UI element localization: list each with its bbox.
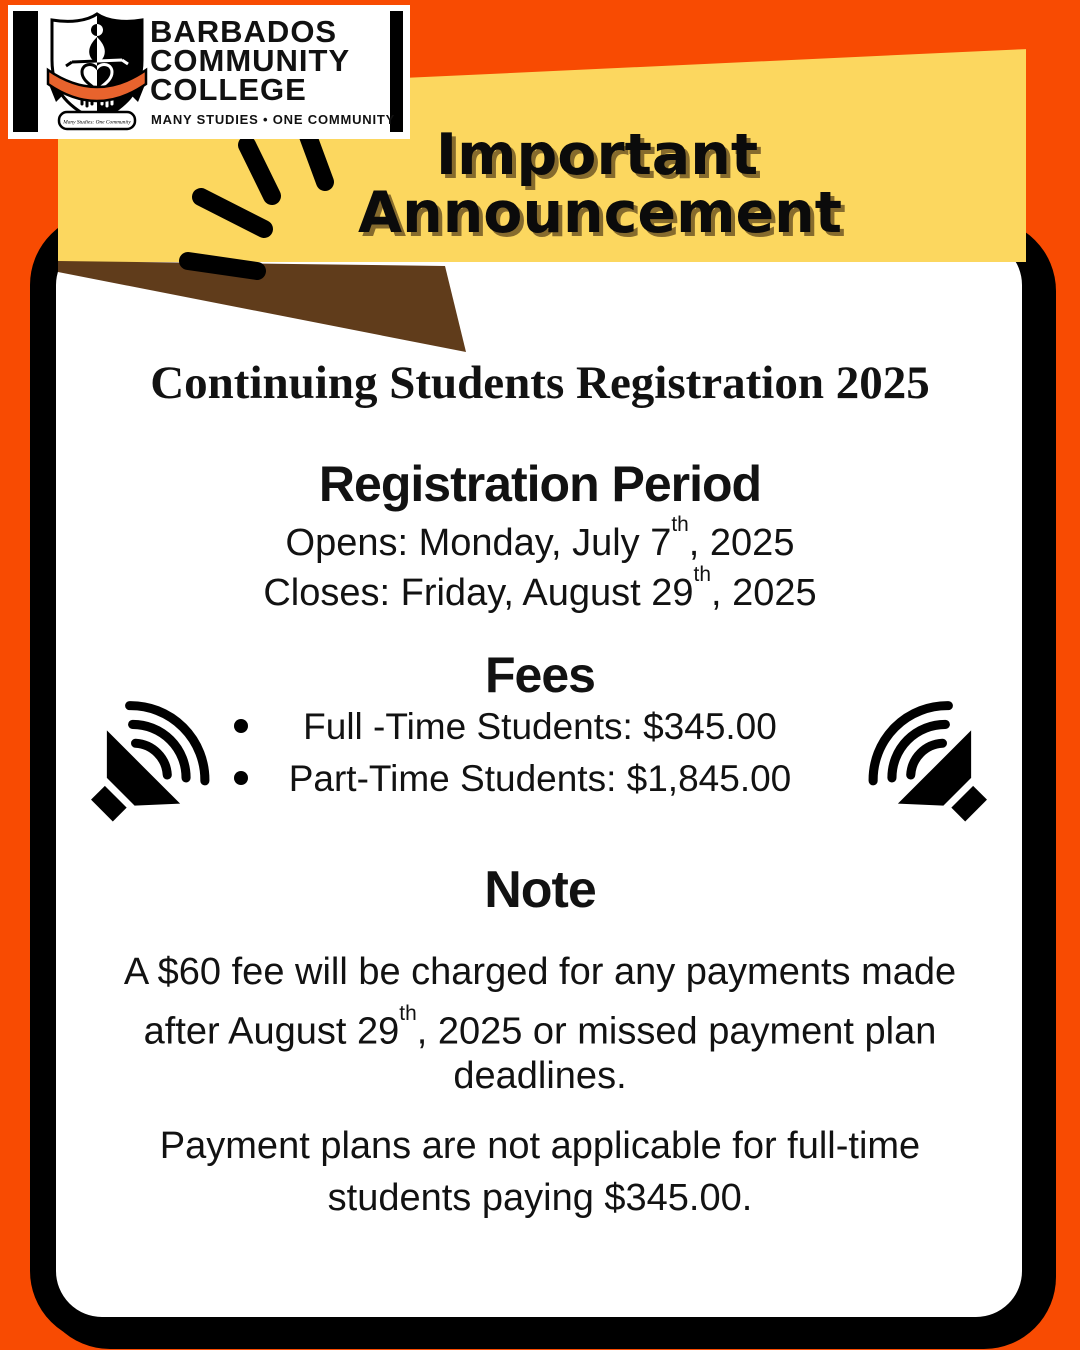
fee-item-label: Full -Time Students: $345.00: [303, 706, 777, 747]
registration-closes-line: [56, 562, 1024, 615]
opens-ordinal: th: [671, 512, 689, 536]
college-name-line2: COMMUNITY: [150, 43, 351, 78]
page-title: Continuing Students Registration 2025: [150, 357, 930, 409]
fee-item-part-time: [56, 758, 1024, 800]
note-paragraph2-line2: students paying $345.00.: [327, 1177, 753, 1219]
college-name: [150, 14, 351, 107]
closes-ordinal: th: [693, 562, 711, 586]
fees-heading: Fees: [485, 647, 595, 703]
note-date-ordinal: th: [399, 1001, 417, 1025]
fee-item-full-time: [56, 706, 1024, 748]
fee-item-label: Part-Time Students: $1,845.00: [288, 758, 792, 799]
closes-year: , 2025: [710, 572, 817, 614]
note-paragraph2-line1: Payment plans are not applicable for full-time: [159, 1125, 921, 1167]
note-date-tail: , 2025 or missed payment plan: [416, 1010, 937, 1053]
bullet-icon: [234, 719, 248, 733]
college-name-line3: COLLEGE: [150, 72, 307, 107]
opens-year: , 2025: [688, 522, 795, 564]
registration-period-heading: Registration Period: [318, 456, 762, 512]
note-paragraph1-line2: [56, 998, 1024, 1058]
note-date-text: after August 29: [143, 1010, 400, 1053]
note-heading: Note: [484, 861, 596, 919]
closes-text: Closes: Friday, August 29: [263, 572, 694, 614]
logo-left-bar: [13, 11, 38, 132]
college-crest-icon: [41, 8, 153, 138]
opens-text: Opens: Monday, July 7: [285, 522, 672, 564]
banner-headline-line1: Important: [435, 122, 759, 188]
college-motto: MANY STUDIES • ONE COMMUNITY: [151, 112, 396, 127]
college-logo: [8, 5, 410, 139]
banner-headline-line2: Announcement: [358, 180, 842, 246]
college-name-line1: BARBADOS: [150, 14, 338, 49]
note-paragraph1-line3: deadlines.: [453, 1055, 627, 1097]
note-paragraph1-line1: A $60 fee will be charged for any payments made: [123, 951, 957, 993]
registration-opens-line: [56, 512, 1024, 565]
crest-motto-text: Many Studies: One Community: [63, 119, 131, 126]
bullet-icon: [234, 771, 248, 785]
